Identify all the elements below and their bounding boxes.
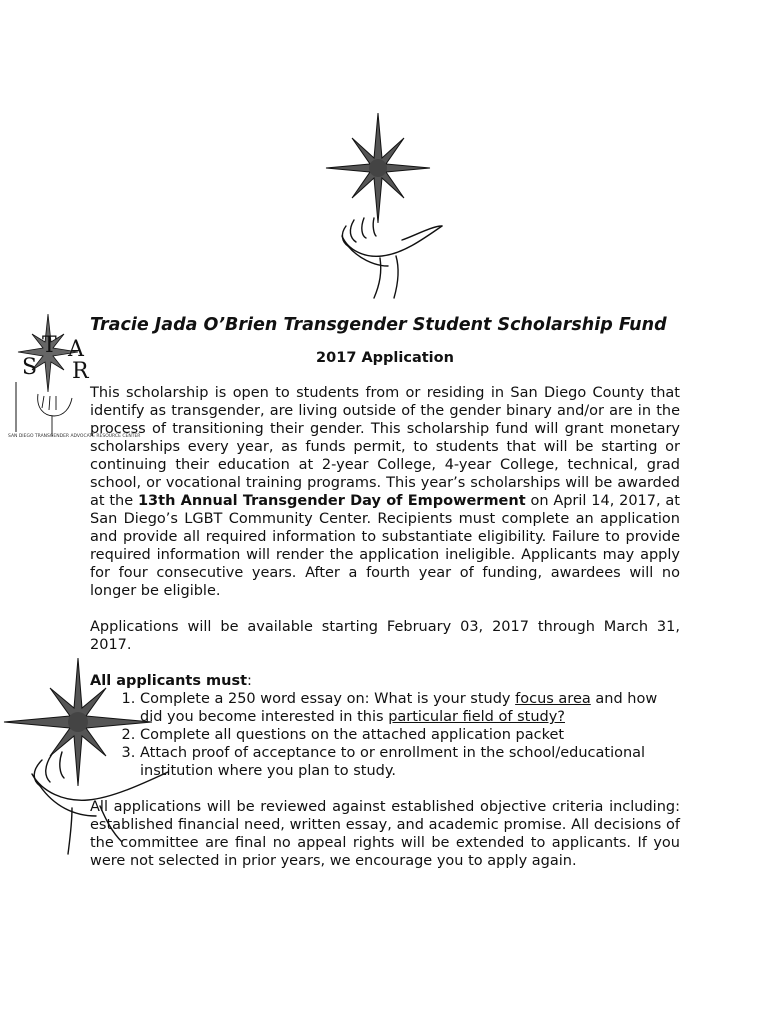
- logo-letter-r: R: [72, 359, 89, 384]
- open-hand-icon: [342, 218, 442, 298]
- logo-letter-a: A: [68, 337, 84, 362]
- document-body: [90, 312, 680, 870]
- requirements-colon: :: [247, 673, 252, 689]
- intro-text-end: on April 14, 2017, at San Diego’s LGBT Community Center. Recipients must complete an application and provide all required information to substantiate eligibility. Failure to provide required information will render the application ineligible. Applicants may apply for four consecutive years. After a fourth year of funding, awardees will no longer be eligible.: [90, 493, 680, 599]
- intro-paragraph: [90, 384, 680, 600]
- logo-letter-s: S: [22, 355, 38, 380]
- requirements-list: [90, 690, 680, 780]
- item1-text-a: Complete a 250 word essay on: What is your study: [140, 691, 516, 707]
- intro-text-start: This scholarship is open to students from or residing in San Diego County that identify as transgender, are living outside of the gender binary and/or are in the process of transitioning their gender. This scholarship fund will grant monetary scholarships every year, as funds permit, to students that will be starting or continuing their education at 2-year College, 4-year College, technical, grad school, or vocational training programs. This year’s scholarships will be awarded at the: [90, 385, 680, 509]
- list-item: 3. Attach proof of acceptance to or enrollment in the school/educational institution where you plan to study.: [140, 744, 680, 780]
- closing-paragraph: All applications will be reviewed against established objective criteria including: established financial need, written essay, and academic promise. All decisions of the committee are final no appeal rights will be extended to applicants. If you were not selected in prior years, we encourage you to apply again.: [90, 799, 680, 869]
- field-of-study-text: particular field of study?: [388, 709, 565, 725]
- item1-text-b: and how did you become interested in this: [140, 691, 658, 725]
- list-item: 2. Complete all questions on the attached application packet: [140, 726, 680, 744]
- requirements-heading-line: [90, 672, 680, 690]
- focus-area-text: focus area: [515, 691, 591, 707]
- requirements-heading: All applicants must: [90, 673, 248, 689]
- logo-letter-t: T: [42, 333, 57, 358]
- open-hand-icon: [38, 394, 72, 436]
- page-subtitle: 2017 Application: [316, 350, 454, 366]
- requirements-section: [90, 672, 680, 780]
- page-title: Tracie Jada O’Brien Transgender Student Scholarship Fund: [90, 315, 667, 335]
- logo-tagline: SAN DIEGO TRANSGENDER ADVOCATE RESOURCE CENTER: [8, 434, 141, 439]
- star-icon: [326, 113, 430, 223]
- list-item: [140, 690, 680, 726]
- event-name: 13th Annual Transgender Day of Empowerment: [137, 493, 526, 509]
- star-hand-logo: [318, 108, 448, 300]
- availability-paragraph: Applications will be available starting February 03, 2017 through March 31, 2017.: [90, 619, 680, 653]
